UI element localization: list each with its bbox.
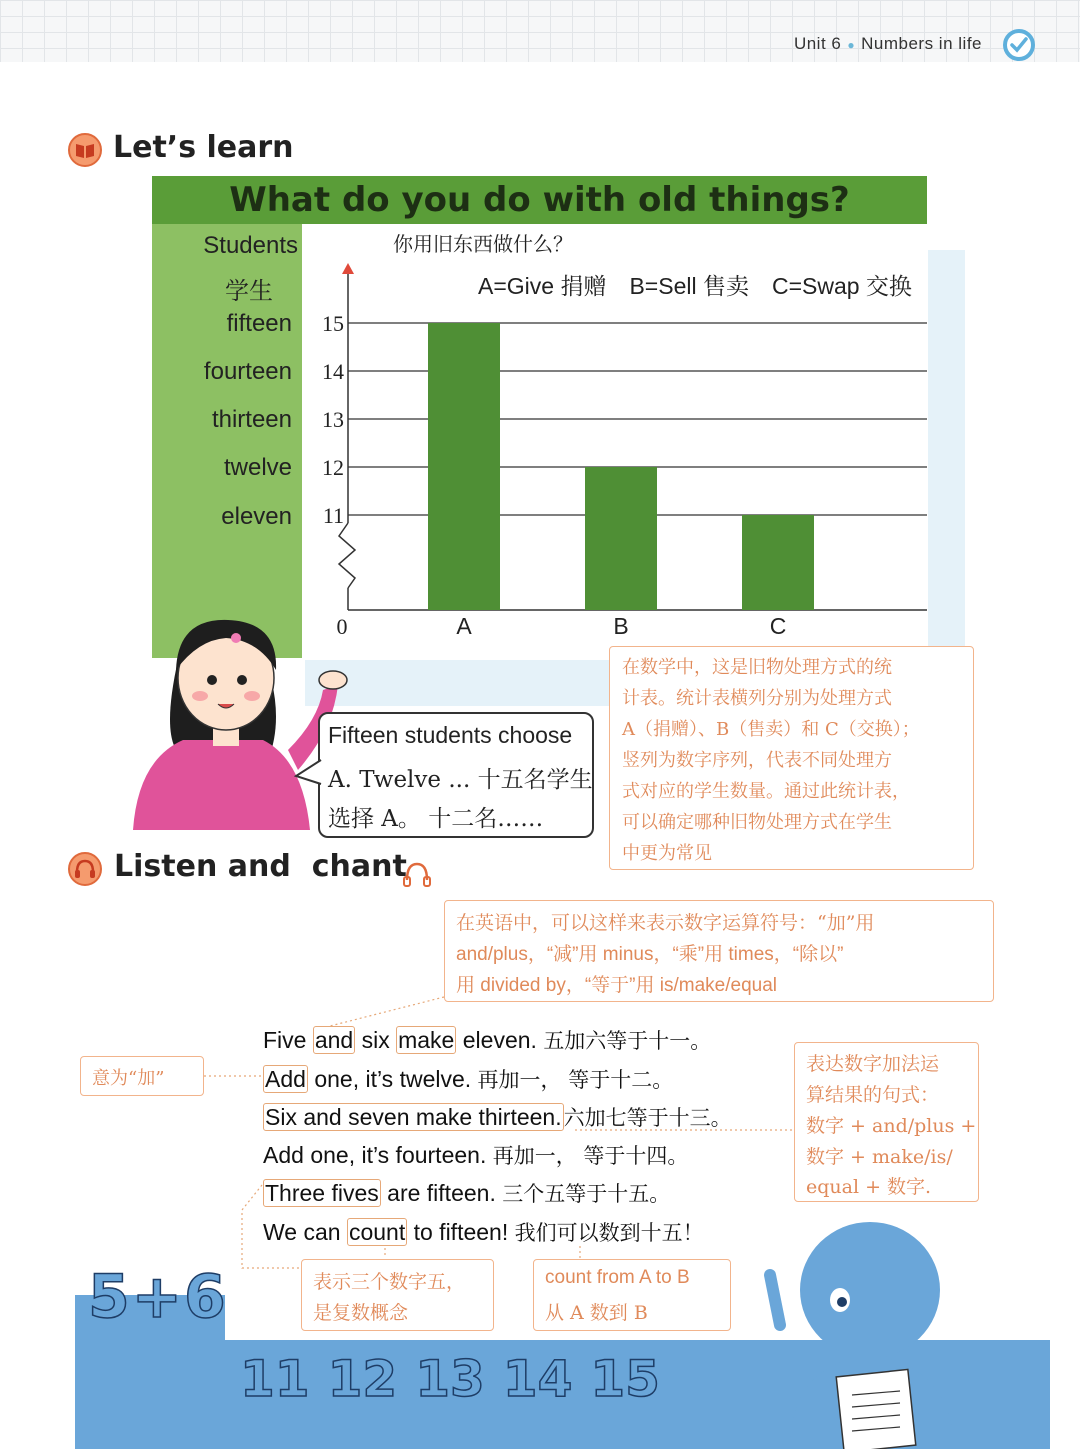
note-chart-line: 可以确定哪种旧物处理方式在学生 <box>622 812 892 833</box>
highlight-sentence: Six and seven make thirteen. <box>265 1104 562 1130</box>
highlight-and: and <box>314 1027 354 1053</box>
highlight-three-fives: Three fives <box>265 1180 379 1206</box>
chant-translation: 六加七等于十三。 <box>563 1106 732 1130</box>
x-label-B: B <box>613 613 629 638</box>
chant-translation: 再加一， 等于十四。 <box>492 1144 689 1168</box>
y-word-fourteen: fourteen <box>203 358 292 385</box>
chant-text: We can <box>263 1219 347 1245</box>
note-sentence-line: equal + 数字. <box>806 1176 932 1198</box>
note-chart-line: 计表。统计表横列分别为处理方式 <box>622 688 892 709</box>
y-word-twelve: twelve <box>223 454 292 481</box>
number-figure-14: 14 <box>502 1350 573 1408</box>
chant-text: are fifteen. <box>380 1180 503 1206</box>
y-tick-13: 13 <box>322 407 344 432</box>
note-count-line: 从 A 数到 B <box>545 1302 648 1324</box>
chant-translation: 我们可以数到十五！ <box>514 1221 704 1245</box>
highlight-make: make <box>398 1027 455 1053</box>
note-count-line: count from A to B <box>545 1267 690 1288</box>
y-origin-label: 0 <box>336 614 348 638</box>
note-sentence-line: 算结果的句式： <box>806 1084 940 1106</box>
y-word-eleven: eleven <box>221 503 292 530</box>
equation-figure: 5+6 <box>88 1262 228 1332</box>
bubble-line-2: A. Twelve ... 十五名学生 <box>328 767 593 793</box>
note-chart-line: 在数学中，这是旧物处理方式的统 <box>622 657 892 678</box>
chant-text: six <box>355 1027 397 1053</box>
y-tick-14: 14 <box>322 359 344 384</box>
y-word-fifteen: fifteen <box>226 310 292 337</box>
chant-line-3 <box>263 1102 732 1132</box>
highlight-count: count <box>348 1219 406 1245</box>
y-tick-12: 12 <box>322 455 344 480</box>
note-fives-line: 表示三个数字五， <box>313 1271 466 1293</box>
note-sentence-line: 表达数字加法运 <box>806 1053 940 1075</box>
chant-line-6 <box>263 1217 704 1247</box>
note-chart-line: 式对应的学生数量。通过此统计表， <box>622 781 910 802</box>
number-figure-13: 13 <box>415 1350 485 1408</box>
highlight-add: Add <box>265 1066 306 1092</box>
chant-text: one, it’s twelve. <box>307 1066 478 1092</box>
chant-line-5 <box>263 1178 670 1208</box>
bubble-line-1: Fifteen students choose <box>328 722 573 748</box>
y-tick-11: 11 <box>322 503 344 528</box>
unit-number: Unit 6 <box>793 34 842 53</box>
y-title-cn: 学生 <box>225 277 273 305</box>
note-chart-line: A（捐赠）、B（售卖）和 C（交换）； <box>622 719 920 740</box>
chant-text: eleven. <box>456 1027 544 1053</box>
y-word-thirteen: thirteen <box>211 406 292 433</box>
y-title-en: Students <box>203 232 298 259</box>
chart-title: What do you do with old things? <box>229 180 850 220</box>
dot-icon: ● <box>847 38 856 52</box>
section-title-listen-chant: Listen and chant <box>114 849 407 884</box>
note-ops-line: and/plus，“减”用 minus，“乘”用 times，“除以” <box>456 944 844 965</box>
chant-line-2 <box>263 1064 673 1094</box>
chant-text: Add one, it’s fourteen. <box>263 1142 493 1168</box>
boy-illustration <box>760 1215 990 1449</box>
chant-text: to fifteen! <box>407 1219 515 1245</box>
number-figure-11: 11 <box>240 1350 310 1408</box>
note-plus-text: 意为“加” <box>92 1068 165 1089</box>
chant-translation: 三个五等于十五。 <box>502 1182 671 1206</box>
note-fives-line: 是复数概念 <box>313 1302 409 1324</box>
number-figure-12: 12 <box>327 1350 398 1408</box>
chart-subtitle-cn: 你用旧东西做什么？ <box>393 232 573 256</box>
chant-translation: 再加一， 等于十二。 <box>477 1068 674 1092</box>
chart-legend: A=Give 捐赠 B=Sell 售卖 C=Swap 交换 <box>478 273 912 299</box>
chant-text: Five <box>263 1027 313 1053</box>
x-label-C: C <box>769 613 787 638</box>
x-label-A: A <box>456 613 472 638</box>
y-tick-15: 15 <box>322 311 344 336</box>
section-title-lets-learn: Let’s learn <box>113 130 294 165</box>
unit-title: Numbers in life <box>861 34 982 53</box>
number-figure-15: 15 <box>590 1350 660 1408</box>
bubble-line-3: 选择 A。 十二名…… <box>328 806 544 832</box>
note-chart-line: 竖列为数字序列，代表不同处理方 <box>622 750 892 771</box>
chant-translation: 五加六等于十一。 <box>543 1029 712 1053</box>
note-ops-line: 在英语中，可以这样来表示数字运算符号：“加”用 <box>456 912 875 934</box>
chant-line-4 <box>263 1140 688 1170</box>
note-chart-line: 中更为常见 <box>622 843 712 864</box>
number-figures <box>240 1350 660 1408</box>
note-sentence-line: 数字 + make/is/ <box>806 1146 953 1168</box>
chant-line-1 <box>263 1025 711 1055</box>
note-ops-line: 用 divided by，“等于”用 is/make/equal <box>456 975 777 996</box>
note-sentence-line: 数字 + and/plus + <box>806 1115 977 1137</box>
